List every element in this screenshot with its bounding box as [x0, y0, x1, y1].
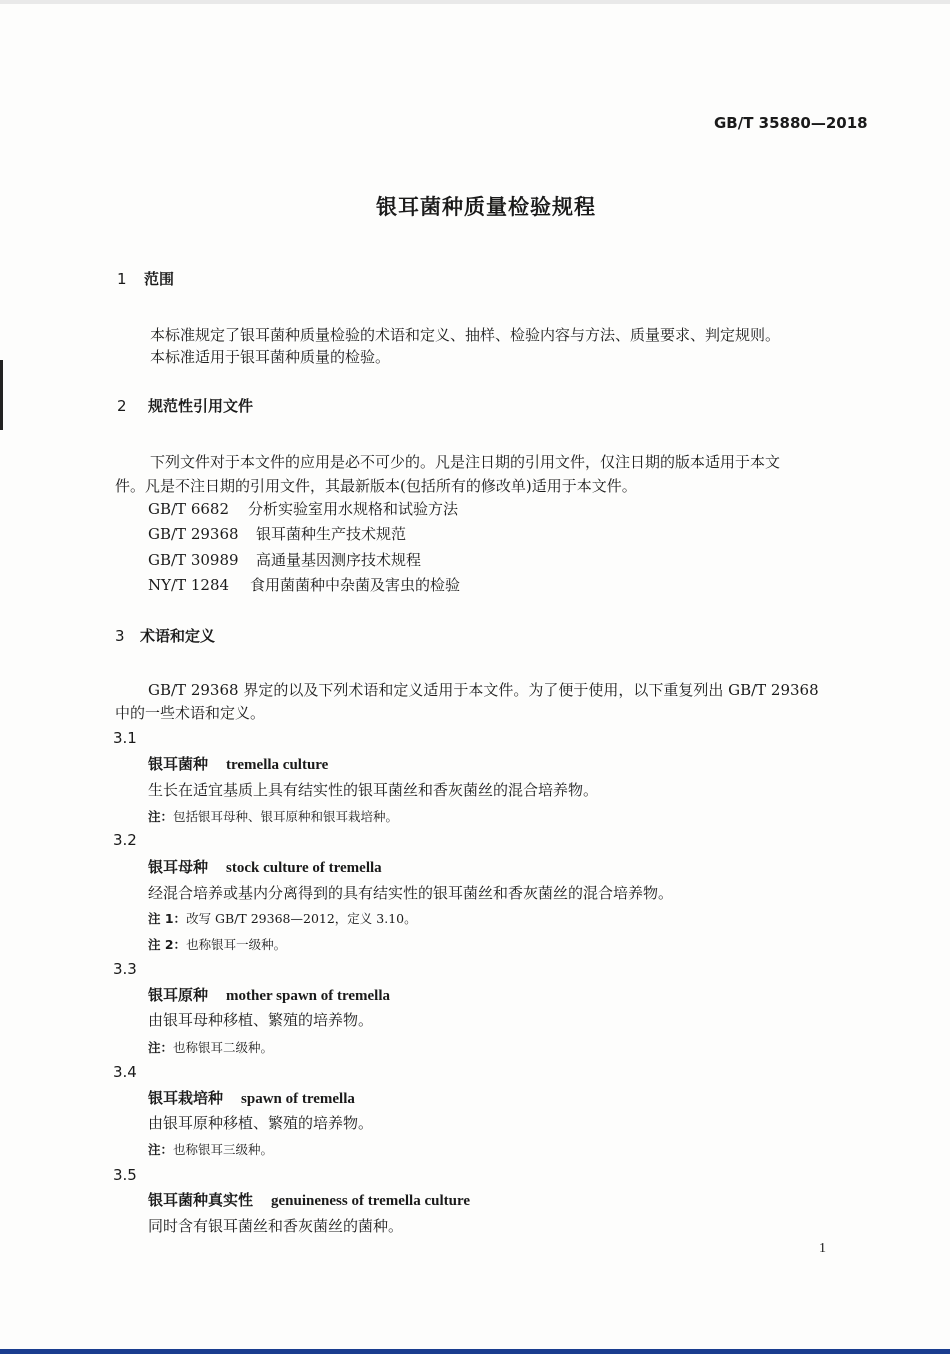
term-definition: 同时含有银耳菌丝和香灰菌丝的菌种。: [148, 1217, 404, 1235]
note-label: 注：: [148, 1142, 174, 1157]
term-en: spawn of tremella: [241, 1091, 355, 1107]
reference-code: NY/T 1284: [148, 576, 230, 594]
term-en: stock culture of tremella: [226, 860, 382, 876]
term-definition: 由银耳母种移植、繁殖的培养物。: [148, 1011, 374, 1029]
note-label: 注：: [148, 1040, 174, 1055]
section-3-intro-line1: GB/T 29368 界定的以及下列术语和定义适用于本文件。为了便于使用，以下重复列出 GB/T 29368: [148, 681, 819, 699]
document-number: GB/T 35880—2018: [714, 114, 868, 132]
note-text: 也称银耳三级种。: [173, 1142, 274, 1157]
section-1-number: 1: [117, 270, 127, 288]
term-heading: [148, 857, 382, 878]
section-3-intro-line2: 中的一些术语和定义。: [115, 704, 266, 722]
reference-code: GB/T 29368: [148, 525, 239, 543]
note-text: 也称银耳二级种。: [173, 1040, 274, 1055]
section-1-heading: 范围: [144, 270, 175, 288]
reference-title: 食用菌菌种中杂菌及害虫的检验: [250, 576, 461, 594]
note-label: 注 1：: [148, 911, 187, 926]
term-note: [148, 807, 398, 827]
reference-item: [148, 524, 406, 544]
section-2-intro-line2: 件。凡是不注日期的引用文件，其最新版本(包括所有的修改单)适用于本文件。: [115, 477, 637, 495]
section-2-heading: 规范性引用文件: [148, 397, 254, 415]
note-label: 注 2：: [148, 937, 187, 952]
term-heading: [148, 985, 390, 1006]
term-cn: 银耳菌种: [148, 755, 209, 773]
term-note: [148, 935, 286, 955]
term-cn: 银耳原种: [148, 986, 209, 1004]
term-heading: [148, 1190, 470, 1211]
note-label: 注：: [148, 809, 174, 824]
term-note: [148, 909, 417, 929]
term-cn: 银耳栽培种: [148, 1089, 224, 1107]
term-note: [148, 1140, 273, 1160]
term-en: genuineness of tremella culture: [271, 1193, 471, 1209]
reference-item: [148, 550, 421, 570]
reference-item: [148, 499, 458, 519]
term-number: 3.2: [113, 831, 137, 849]
section-2-intro-line1: 下列文件对于本文件的应用是必不可少的。凡是注日期的引用文件，仅注日期的版本适用于本文: [150, 453, 781, 471]
note-text: 也称银耳一级种。: [186, 937, 287, 952]
scan-edge-left: [0, 360, 3, 430]
note-text: 包括银耳母种、银耳原种和银耳栽培种。: [173, 809, 399, 824]
page-number: 1: [819, 1241, 826, 1256]
reference-title: 分析实验室用水规格和试验方法: [248, 500, 459, 518]
term-note: [148, 1038, 273, 1058]
term-number: 3.3: [113, 960, 137, 978]
term-heading: [148, 1088, 355, 1109]
section-1-paragraph: 本标准适用于银耳菌种质量的检验。: [150, 348, 391, 366]
term-number: 3.5: [113, 1166, 137, 1184]
reference-title: 高通量基因测序技术规程: [256, 551, 422, 569]
term-definition: 经混合培养或基内分离得到的具有结实性的银耳菌丝和香灰菌丝的混合培养物。: [148, 884, 674, 902]
reference-title: 银耳菌种生产技术规范: [256, 525, 407, 543]
term-definition: 生长在适宜基质上具有结实性的银耳菌丝和香灰菌丝的混合培养物。: [148, 781, 599, 799]
term-en: tremella culture: [226, 757, 329, 773]
page-title: 银耳菌种质量检验规程: [376, 195, 596, 219]
term-heading: [148, 754, 328, 775]
section-2-number: 2: [117, 397, 127, 415]
term-cn: 银耳母种: [148, 858, 209, 876]
reference-code: GB/T 30989: [148, 551, 239, 569]
term-definition: 由银耳原种移植、繁殖的培养物。: [148, 1114, 374, 1132]
term-cn: 银耳菌种真实性: [148, 1191, 254, 1209]
term-en: mother spawn of tremella: [226, 988, 391, 1004]
section-3-heading: 术语和定义: [140, 627, 216, 645]
reference-code: GB/T 6682: [148, 500, 230, 518]
section-1-paragraph: 本标准规定了银耳菌种质量检验的术语和定义、抽样、检验内容与方法、质量要求、判定规则。: [150, 326, 781, 344]
section-3-number: 3: [115, 627, 125, 645]
term-number: 3.4: [113, 1063, 137, 1081]
reference-item: [148, 575, 460, 595]
scan-edge-top: [0, 0, 950, 4]
scan-edge-bottom: [0, 1349, 950, 1354]
note-text: 改写 GB/T 29368—2012，定义 3.10。: [186, 911, 417, 926]
term-number: 3.1: [113, 729, 137, 747]
